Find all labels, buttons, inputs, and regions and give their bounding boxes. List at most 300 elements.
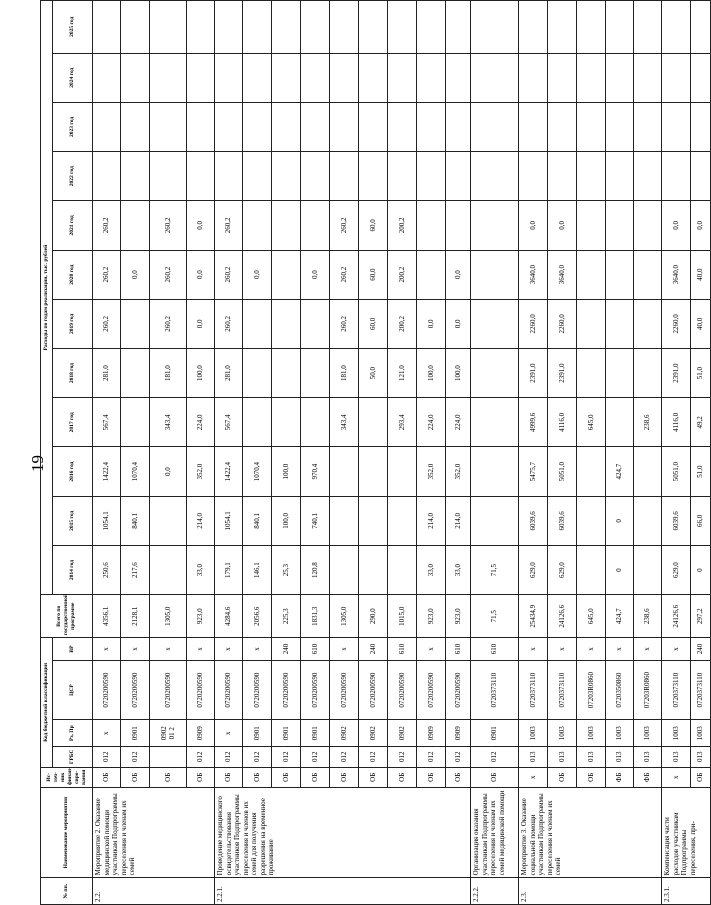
year-value-cell: 567,4 [215,398,243,447]
total-cell: 290,0 [359,595,388,638]
year-value-cell [301,152,330,201]
year-value-cell: 0,0 [301,250,330,299]
year-value-cell [330,102,359,151]
vr-cell: х [606,638,634,661]
vr-cell: 240 [691,638,711,661]
measure-name: Мероприятие 2. Оказание медицинской помощи участникам Подпрограммы переселения и членам их семей [93,788,215,878]
year-value-cell: 33,0 [446,545,471,594]
year-value-cell [330,447,359,496]
year-value-cell: 352,0 [187,447,215,496]
year-value-cell [471,299,519,348]
year-value-cell: 260,2 [330,299,359,348]
year-value-cell [606,1,634,54]
csr-cell: 0720373110 [471,660,519,720]
year-value-cell [215,152,243,201]
year-value-cell [519,1,548,54]
table-row [330,1,359,905]
year-value-cell [634,299,662,348]
year-value-cell: 217,6 [121,545,150,594]
table-row [691,1,711,905]
csr-cell: 0720373110 [519,660,548,720]
rzpr-cell: 0901 [301,720,330,747]
year-value-cell [471,53,519,102]
year-value-cell: 2391,0 [548,349,577,398]
header-year: 2020 год [53,250,93,299]
vr-cell: х [662,638,691,661]
year-value-cell: 0,0 [417,299,446,348]
year-value-cell: 40,0 [691,299,711,348]
year-value-cell [243,102,272,151]
csr-cell: 0720200590 [446,660,471,720]
year-value-cell: 840,1 [243,496,272,545]
year-value-cell [121,53,150,102]
item-number: 2.2.2. [471,878,519,905]
year-value-cell: 49,2 [691,398,711,447]
year-value-cell: 0,0 [150,447,187,496]
csr-cell: 0720350860 [606,660,634,720]
rzpr-cell [150,720,187,747]
table-row [93,1,121,905]
table-row [359,1,388,905]
year-value-cell [606,201,634,250]
year-value-cell [359,545,388,594]
year-value-cell [417,250,446,299]
total-cell: 1831,3 [301,595,330,638]
total-cell: 2128,1 [121,595,150,638]
grbs-cell: 012 [330,747,359,768]
header-budget-classification: Код бюджетной классификации [41,638,53,767]
year-value-cell [471,102,519,151]
year-value-cell [301,53,330,102]
table-row [121,1,150,905]
total-cell: 297,2 [691,595,711,638]
grbs-cell: 012 [417,747,446,768]
year-value-cell: 0,0 [187,299,215,348]
year-value-cell [471,496,519,545]
grbs-cell: 013 [634,747,662,768]
total-cell: 1305,0 [330,595,359,638]
vr-cell: 240 [359,638,388,661]
year-value-cell [634,250,662,299]
source-cell: ОБ [330,767,359,788]
year-value-cell [417,152,446,201]
year-value-cell [577,299,606,348]
item-number: 2.3. [519,878,662,905]
table-row [662,1,691,905]
vr-cell: х [519,638,548,661]
grbs-cell: 012 [359,747,388,768]
year-value-cell: 5051,0 [548,447,577,496]
year-value-cell: 1054,1 [215,496,243,545]
year-value-cell [691,53,711,102]
rzpr-cell: 0901 [243,720,272,747]
year-value-cell: 100,0 [417,349,446,398]
vr-cell: х [93,638,121,661]
year-value-cell [471,1,519,54]
item-number: 2.2.1. [215,878,471,905]
year-value-cell [359,447,388,496]
year-value-cell [471,152,519,201]
total-cell: 1015,0 [388,595,417,638]
vr-cell: х [330,638,359,661]
rzpr-cell: 0909 [446,720,471,747]
source-cell: ОБ [150,767,187,788]
year-value-cell [272,250,301,299]
year-value-cell [662,152,691,201]
measure-name: Мероприятие 3. Оказание социальной помощи участникам Подпрограммы переселения и членам их семей [519,788,662,878]
year-value-cell: 343,4 [330,398,359,447]
header-total: Всего по государственной программе [41,595,93,638]
year-value-cell [446,1,471,54]
year-value-cell [301,349,330,398]
year-value-cell: 3640,0 [519,250,548,299]
year-value-cell: 2391,0 [519,349,548,398]
year-value-cell [577,152,606,201]
year-value-cell: 2391,0 [662,349,691,398]
csr-cell: 0720373110 [662,660,691,720]
header-year: 2023 год [53,102,93,151]
rzpr-cell: 1003 [548,720,577,747]
year-value-cell [187,53,215,102]
year-value-cell [388,447,417,496]
year-value-cell [691,102,711,151]
vr-cell: 240 [272,638,301,661]
year-value-cell: 40,0 [691,250,711,299]
year-value-cell [634,349,662,398]
year-value-cell [272,53,301,102]
year-value-cell: 71,5 [471,545,519,594]
rzpr-main: 0902 [160,726,168,741]
year-value-cell [606,250,634,299]
year-value-cell [577,496,606,545]
year-value-cell: 840,1 [121,496,150,545]
year-value-cell [634,152,662,201]
vr-cell: х [215,638,243,661]
rzpr-cell: 1003 [519,720,548,747]
total-cell: 24126,6 [662,595,691,638]
vr-cell: х [243,638,272,661]
year-value-cell [121,152,150,201]
year-value-cell [330,496,359,545]
table-row [548,1,577,905]
year-value-cell: 120,8 [301,545,330,594]
year-value-cell: 60,0 [359,250,388,299]
csr-cell: 0720200590 [187,660,215,720]
header-source: Ис-точ-ник финан-сиро-вания [41,767,93,788]
year-value-cell: 2260,0 [548,299,577,348]
year-value-cell [243,201,272,250]
year-value-cell: 260,2 [215,250,243,299]
source-cell: ОБ [548,767,577,788]
year-value-cell: 293,4 [388,398,417,447]
rzpr-cell: 0902 [330,720,359,747]
year-value-cell [388,102,417,151]
vr-cell: х [634,638,662,661]
rzpr-cell: 0902 [388,720,417,747]
year-value-cell: 2260,0 [662,299,691,348]
grbs-cell: 012 [93,747,121,768]
csr-cell: 0720373110 [548,660,577,720]
rzpr-cell: 0909 [417,720,446,747]
year-value-cell [577,102,606,151]
year-value-cell: 146,1 [243,545,272,594]
year-value-cell [215,53,243,102]
year-value-cell [446,201,471,250]
year-value-cell: 4116,0 [662,398,691,447]
header-years-group: Расходы по годам реализации, тыс. рублей [41,1,53,595]
year-value-cell: 260,2 [215,201,243,250]
table-row [606,1,634,905]
year-value-cell: 260,2 [150,299,187,348]
year-value-cell [606,299,634,348]
grbs-cell: 013 [519,747,548,768]
header-year: 2018 год [53,349,93,398]
year-value-cell: 740,1 [301,496,330,545]
csr-cell: 0720373110 [691,660,711,720]
year-value-cell: 6039,6 [519,496,548,545]
year-value-cell [388,152,417,201]
year-value-cell [359,1,388,54]
year-value-cell [359,152,388,201]
measure-name: Проведение медицинского освидетельствования участников Подпрограммы переселения и членов их семей для получения разрешения на временное проживание [215,788,471,878]
year-value-cell: 567,4 [93,398,121,447]
year-value-cell [272,152,301,201]
year-value-cell [691,152,711,201]
total-cell: 4356,1 [93,595,121,638]
year-value-cell [150,102,187,151]
year-value-cell: 100,0 [446,349,471,398]
total-cell: 238,6 [634,595,662,638]
header-year: 2024 год [53,53,93,102]
year-value-cell: 281,0 [215,349,243,398]
year-value-cell: 260,2 [215,299,243,348]
source-cell: ОБ [187,767,215,788]
source-cell: ОБ [121,767,150,788]
year-value-cell: 281,0 [93,349,121,398]
year-value-cell [243,1,272,54]
year-value-cell: 25,3 [272,545,301,594]
year-value-cell [634,447,662,496]
year-value-cell [243,349,272,398]
year-value-cell [359,496,388,545]
grbs-cell: 013 [691,747,711,768]
budget-table [40,0,711,905]
year-value-cell: 0,0 [121,250,150,299]
csr-cell: 0720200590 [359,660,388,720]
year-value-cell [471,349,519,398]
csr-cell: 0720200590 [388,660,417,720]
year-value-cell [662,102,691,151]
source-cell: ОБ [577,767,606,788]
source-cell: ОБ [359,767,388,788]
measure-name: Компенсация части расходов участникам Подпрограммы переселения, при- [662,788,711,878]
year-value-cell [243,398,272,447]
table-row [519,1,548,905]
vr-cell: 610 [471,638,519,661]
year-value-cell [93,152,121,201]
total-cell: 71,5 [471,595,519,638]
year-value-cell: 0,0 [519,201,548,250]
year-value-cell: 629,0 [662,545,691,594]
year-value-cell: 250,6 [93,545,121,594]
year-value-cell [187,1,215,54]
total-cell: 1305,0 [150,595,187,638]
year-value-cell [272,1,301,54]
year-value-cell: 4116,0 [548,398,577,447]
year-value-cell: 424,7 [606,447,634,496]
year-value-cell [577,250,606,299]
year-value-cell [548,152,577,201]
year-value-cell: 100,0 [272,496,301,545]
header-year: 2021 год [53,201,93,250]
year-value-cell [121,1,150,54]
year-value-cell [417,1,446,54]
year-value-cell [634,53,662,102]
year-value-cell: 51,0 [691,349,711,398]
year-value-cell: 200,2 [388,299,417,348]
year-value-cell: 1054,1 [93,496,121,545]
year-value-cell: 214,0 [187,496,215,545]
csr-cell: 0720200590 [243,660,272,720]
header-year: 2017 год [53,398,93,447]
source-cell: ФБ [634,767,662,788]
csr-cell: 0720200590 [150,660,187,720]
year-value-cell [446,102,471,151]
vr-cell: х [187,638,215,661]
year-value-cell [471,201,519,250]
measure-name: Организация оказания участникам Подпрограммы переселения и членам их семей медицинской помощи [471,788,519,878]
year-value-cell: 629,0 [548,545,577,594]
year-value-cell [121,102,150,151]
year-value-cell [548,53,577,102]
year-value-cell: 50,0 [359,349,388,398]
csr-cell: 0720200590 [301,660,330,720]
source-cell: ОБ [243,767,272,788]
vr-cell: 610 [301,638,330,661]
year-value-cell [150,545,187,594]
rzpr-cell: 1003 [691,720,711,747]
source-cell: х [519,767,548,788]
year-value-cell [519,152,548,201]
year-value-cell [548,1,577,54]
csr-cell: 07203R0860 [634,660,662,720]
header-name: Наименование мероприятия [41,788,93,878]
year-value-cell: 1070,4 [121,447,150,496]
source-cell: ОБ [417,767,446,788]
grbs-cell: 012 [301,747,330,768]
source-cell: ОБ [93,767,121,788]
year-value-cell: 260,2 [150,201,187,250]
grbs-cell: 012 [187,747,215,768]
page-number: 19 [28,455,47,472]
header-year: 2025 год [53,1,93,54]
total-cell: 923,0 [446,595,471,638]
year-value-cell [388,1,417,54]
rzpr-cell: 0902 [359,720,388,747]
source-cell: ОБ [691,767,711,788]
year-value-cell [446,152,471,201]
vr-cell: х [417,638,446,661]
csr-cell: 0720200590 [93,660,121,720]
table-row [150,1,187,905]
year-value-cell: 181,0 [150,349,187,398]
grbs-cell: 012 [272,747,301,768]
year-value-cell [634,102,662,151]
year-value-cell: 51,0 [691,447,711,496]
year-value-cell: 260,2 [93,299,121,348]
header-csr: ЦСР [53,660,93,720]
year-value-cell [548,102,577,151]
grbs-cell: 012 [243,747,272,768]
year-value-cell [359,53,388,102]
header-num: № пп. [41,878,93,905]
year-value-cell: 0,0 [446,250,471,299]
year-value-cell: 0 [606,545,634,594]
table-row [243,1,272,905]
header-year: 2016 год [53,447,93,496]
year-value-cell [446,53,471,102]
rzpr-cell: 1003 [577,720,606,747]
vr-cell: 610 [446,638,471,661]
grbs-cell: 012 [388,747,417,768]
table-row [215,1,243,905]
rzpr-cell: 0909 [187,720,215,747]
header-year: 2019 год [53,299,93,348]
year-value-cell: 4999,6 [519,398,548,447]
year-value-cell: 200,2 [388,201,417,250]
year-value-cell: 343,4 [150,398,187,447]
year-value-cell [150,152,187,201]
year-value-cell [301,201,330,250]
year-value-cell [606,398,634,447]
source-cell: ОБ [471,767,519,788]
year-value-cell: 3640,0 [662,250,691,299]
year-value-cell: 214,0 [446,496,471,545]
header-year: 2015 год [53,496,93,545]
year-value-cell [93,53,121,102]
year-value-cell [471,398,519,447]
year-value-cell [272,349,301,398]
year-value-cell: 60,0 [359,299,388,348]
rzpr-cell: х [215,720,243,747]
year-value-cell: 224,0 [187,398,215,447]
table-row [471,1,519,905]
year-value-cell: 260,2 [150,250,187,299]
year-value-cell [301,1,330,54]
year-value-cell [301,299,330,348]
year-value-cell [388,545,417,594]
year-value-cell [471,250,519,299]
year-value-cell: 181,0 [330,349,359,398]
year-value-cell: 33,0 [417,545,446,594]
year-value-cell [272,299,301,348]
grbs-cell: 012 [215,747,243,768]
source-cell: ФБ [606,767,634,788]
year-value-cell [330,152,359,201]
csr-cell: 0720200590 [417,660,446,720]
year-value-cell [634,545,662,594]
year-value-cell [634,1,662,54]
table-row [634,1,662,905]
year-value-cell [606,53,634,102]
year-value-cell [330,1,359,54]
header-year: 2014 год [53,545,93,594]
year-value-cell: 260,2 [330,201,359,250]
year-value-cell [272,102,301,151]
total-cell: 923,0 [417,595,446,638]
year-value-cell: 260,2 [93,201,121,250]
source-cell: ОБ [388,767,417,788]
